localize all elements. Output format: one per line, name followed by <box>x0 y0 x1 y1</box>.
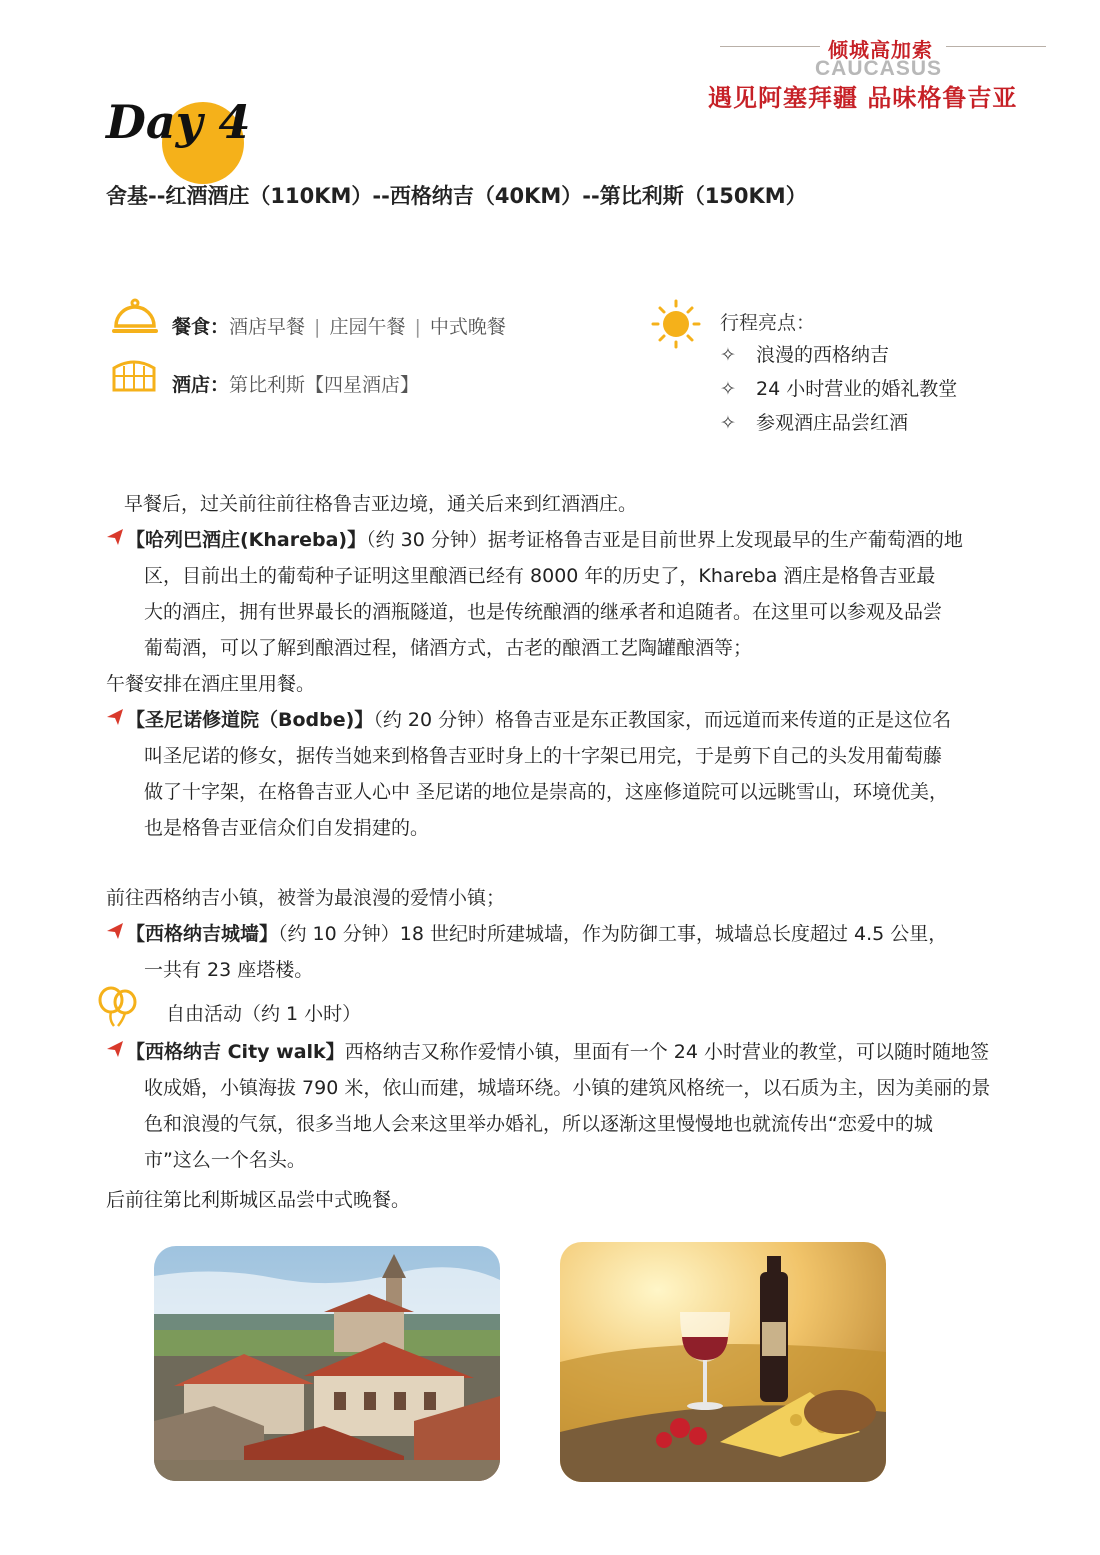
brand-rule-right <box>946 46 1046 47</box>
khareba-line: 大的酒庄，拥有世界最长的酒瓶隧道，也是传统酿酒的继承者和追随者。在这里可以参观及品尝 <box>144 601 943 623</box>
route-line: 舍基--红酒酒庄（110KM）--西格纳吉（40KM）--第比利斯（150KM） <box>106 184 807 208</box>
brand-name-en: CAUCASUS <box>815 57 943 80</box>
meal-breakfast: 酒店早餐 <box>229 316 306 338</box>
citywalk-first-line: 【西格纳吉 City walk】西格纳吉又称作爱情小镇，里面有一个 24 小时营业的教堂，可以随时随地签 <box>126 1041 989 1063</box>
citywalk-line: 色和浪漫的气氛，很多当地人会来这里举办婚礼，所以逐渐这里慢慢地也就流传出“恋爱中的城 <box>144 1113 933 1135</box>
dinner-text: 后前往第比利斯城区品尝中式晚餐。 <box>106 1189 411 1211</box>
meal-separator: | <box>414 316 421 338</box>
wall-duration: （约 10 分钟） <box>278 923 400 945</box>
khareba-line: 葡萄酒，可以了解到酿酒过程，储酒方式，古老的酿酒工艺陶罐酿酒等； <box>144 637 753 659</box>
hotel-row <box>172 370 419 397</box>
brand-rule-left <box>720 46 820 47</box>
free-activity: 自由活动（约 1 小时） <box>166 1003 362 1025</box>
sun-icon <box>650 298 702 350</box>
hotel-value: 第比利斯【四星酒店】 <box>229 374 420 396</box>
paper-plane-icon <box>106 1040 124 1058</box>
bodbe-line: 做了十字架，在格鲁吉亚人心中 圣尼诺的地位是崇高的，这座修道院可以远眺雪山，环境优美， <box>144 781 949 803</box>
paper-plane-icon <box>106 708 124 726</box>
hotel-label: 酒店： <box>172 374 230 396</box>
bodbe-first-line: 【圣尼诺修道院（Bodbe)】（约 20 分钟）格鲁吉亚是东正教国家，而远道而来传道的正是这位名 <box>126 709 952 731</box>
meal-dinner: 中式晚餐 <box>429 316 506 338</box>
balloons-icon <box>96 986 140 1028</box>
bodbe-duration: （约 20 分钟） <box>373 709 496 731</box>
brand-slogan: 遇见阿塞拜疆 品味格鲁吉亚 <box>708 84 1018 112</box>
wall-line: 一共有 23 座塔楼。 <box>144 959 314 981</box>
lunch-text: 午餐安排在酒庄里用餐。 <box>106 673 316 695</box>
highlights-title: 行程亮点： <box>720 312 816 334</box>
meals-label: 餐食： <box>172 316 230 338</box>
paper-plane-icon <box>106 528 124 546</box>
star-bullet-icon: ✧ <box>720 378 736 400</box>
meal-separator: | <box>314 316 321 338</box>
highlight-item: ✧ 浪漫的西格纳吉 <box>720 344 890 366</box>
khareba-duration: （约 30 分钟） <box>366 529 488 551</box>
sighnaghi-intro: 前往西格纳吉小镇，被誉为最浪漫的爱情小镇； <box>106 887 506 909</box>
highlight-item: ✧ 参观酒庄品尝红酒 <box>720 412 909 434</box>
meal-lunch: 庄园午餐 <box>329 316 406 338</box>
bodbe-line: 叫圣尼诺的修女，据传当她来到格鲁吉亚时身上的十字架已用完，于是剪下自己的头发用葡萄藤 <box>144 745 943 767</box>
citywalk-line: 市”这么一个名头。 <box>144 1149 306 1171</box>
star-bullet-icon: ✧ <box>720 344 736 366</box>
bodbe-line: 也是格鲁吉亚信众们自发捐建的。 <box>144 817 430 839</box>
star-bullet-icon: ✧ <box>720 412 736 434</box>
brand-name: 倾城高加索 <box>828 38 933 62</box>
bodbe-title: 【圣尼诺修道院（Bodbe)】 <box>126 709 374 731</box>
citywalk-title: 【西格纳吉 City walk】 <box>126 1041 345 1063</box>
khareba-title: 【哈列巴酒庄(Khareba)】 <box>126 529 367 551</box>
paper-plane-icon <box>106 922 124 940</box>
citywalk-line: 收成婚，小镇海拔 790 米，依山而建，城墙环绕。小镇的建筑风格统一，以石质为主，因为美丽的景 <box>144 1077 991 1099</box>
sighnaghi-town-photo <box>154 1246 500 1481</box>
hotel-colosseum-icon <box>110 356 158 392</box>
highlight-item: ✧ 24 小时营业的婚礼教堂 <box>720 378 958 400</box>
intro-text: 早餐后，过关前往前往格鲁吉亚边境，通关后来到红酒酒庄。 <box>124 493 638 515</box>
khareba-line: 区，目前出土的葡萄种子证明这里酿酒已经有 8000 年的历史了，Khareba 酒庄是格鲁吉亚最 <box>144 565 936 587</box>
wall-title: 【西格纳吉城墙】 <box>126 923 279 945</box>
day-title: Day 4 <box>106 95 251 149</box>
meals-row <box>172 312 506 339</box>
dining-cloche-icon <box>110 298 160 338</box>
wine-and-cheese-photo <box>560 1242 886 1482</box>
wall-first-line: 【西格纳吉城墙】（约 10 分钟）18 世纪时所建城墙，作为防御工事，城墙总长度超过 4.5 公里， <box>126 923 948 945</box>
khareba-first-line: 【哈列巴酒庄(Khareba)】（约 30 分钟）据考证格鲁吉亚是目前世界上发现最早的生产葡萄酒的地 <box>126 529 963 551</box>
